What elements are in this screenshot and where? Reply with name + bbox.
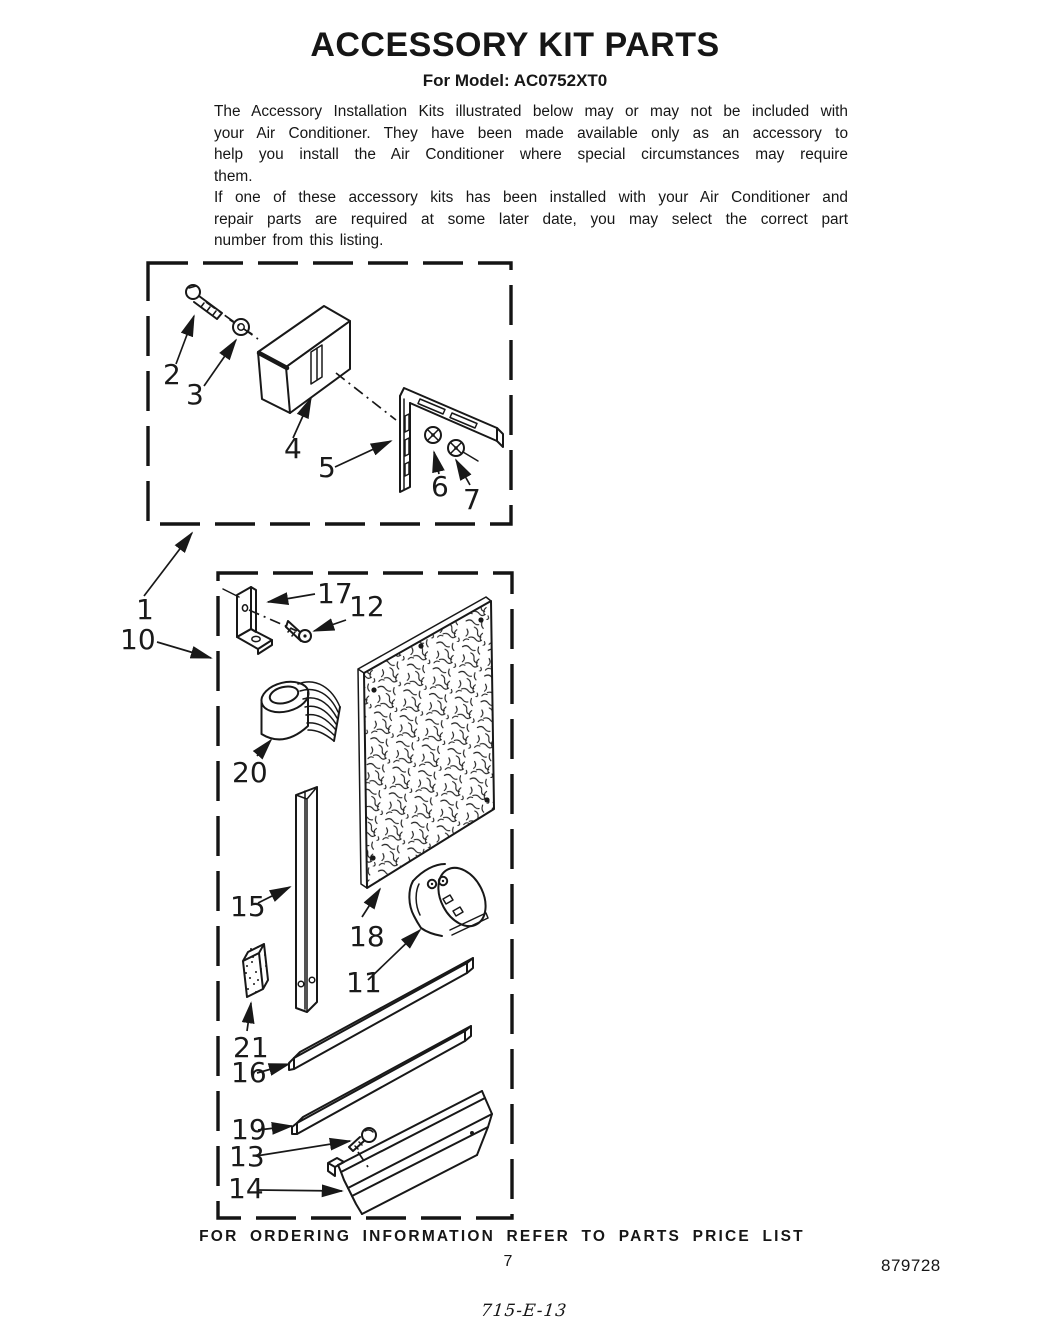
foam-tape-roll-20-drawing bbox=[258, 677, 340, 741]
washer-nut-3-drawing bbox=[230, 319, 252, 335]
intro-line: number from this listing. bbox=[214, 232, 384, 249]
angle-bracket-17-drawing bbox=[223, 587, 272, 654]
callout-nut-left: 6 bbox=[431, 470, 449, 503]
curb-clamp-11-drawing bbox=[409, 860, 495, 936]
callout-side-channel: 15 bbox=[230, 890, 266, 923]
callout-angle-bracket: 17 bbox=[317, 577, 353, 610]
page-title: ACCESSORY KIT PARTS bbox=[310, 26, 720, 64]
callout-filter-panel: 18 bbox=[349, 920, 385, 953]
callout-curb-clamp: 11 bbox=[346, 966, 382, 999]
document-number: 879728 bbox=[881, 1256, 941, 1275]
callout-rail-screw: 13 bbox=[229, 1140, 265, 1173]
side-channel-15-drawing bbox=[296, 787, 317, 1012]
support-bracket-5-drawing bbox=[400, 388, 503, 492]
callout-screw: 2 bbox=[163, 358, 181, 391]
sill-channel-14-drawing bbox=[328, 1091, 492, 1214]
handwritten-code: 715-E-13 bbox=[479, 1301, 569, 1321]
callout-nut-right: 7 bbox=[463, 483, 481, 516]
nut-6-drawing bbox=[425, 427, 441, 443]
intro-line: The Accessory Installation Kits illustrated below may or may not be included with bbox=[214, 103, 848, 120]
callout-cover: 4 bbox=[284, 432, 302, 465]
ordering-note: FOR ORDERING INFORMATION REFER TO PARTS PRICE LIST bbox=[199, 1228, 805, 1245]
callout-washer-nut: 3 bbox=[186, 378, 204, 411]
model-subtitle: For Model: AC0752XT0 bbox=[422, 71, 608, 90]
page-number: 7 bbox=[503, 1253, 513, 1270]
callout-bracket-screw: 12 bbox=[349, 590, 385, 623]
filter-panel-18-drawing bbox=[358, 597, 494, 888]
callout-seal-strip-lower: 19 bbox=[231, 1113, 267, 1146]
kit2-number: 10 bbox=[120, 623, 156, 656]
callout-support-bracket: 5 bbox=[318, 451, 336, 484]
callout-seal-strip-upper: 16 bbox=[231, 1056, 267, 1089]
bracket-screw-12-drawing bbox=[286, 621, 311, 642]
intro-line: help you install the Air Conditioner where special circumstances may require bbox=[214, 146, 848, 163]
intro-line: them. bbox=[214, 167, 253, 185]
screw-2-drawing bbox=[186, 285, 222, 319]
callout-sill-channel: 14 bbox=[228, 1172, 264, 1205]
intro-line: repair parts are required at some later date, you may select the correct part bbox=[214, 210, 848, 228]
foam-block-21-drawing bbox=[243, 944, 268, 997]
kit1-number: 1 bbox=[136, 593, 154, 626]
callout-foam-block: 21 bbox=[233, 1031, 269, 1064]
intro-line: your Air Conditioner. They have been made available only as an accessory to bbox=[214, 124, 848, 142]
nut-7-drawing bbox=[448, 440, 478, 461]
intro-line: If one of these accessory kits has been installed with your Air Conditioner and bbox=[214, 189, 848, 206]
cover-4-drawing bbox=[258, 306, 350, 413]
callout-foam-tape-roll: 20 bbox=[232, 756, 268, 789]
